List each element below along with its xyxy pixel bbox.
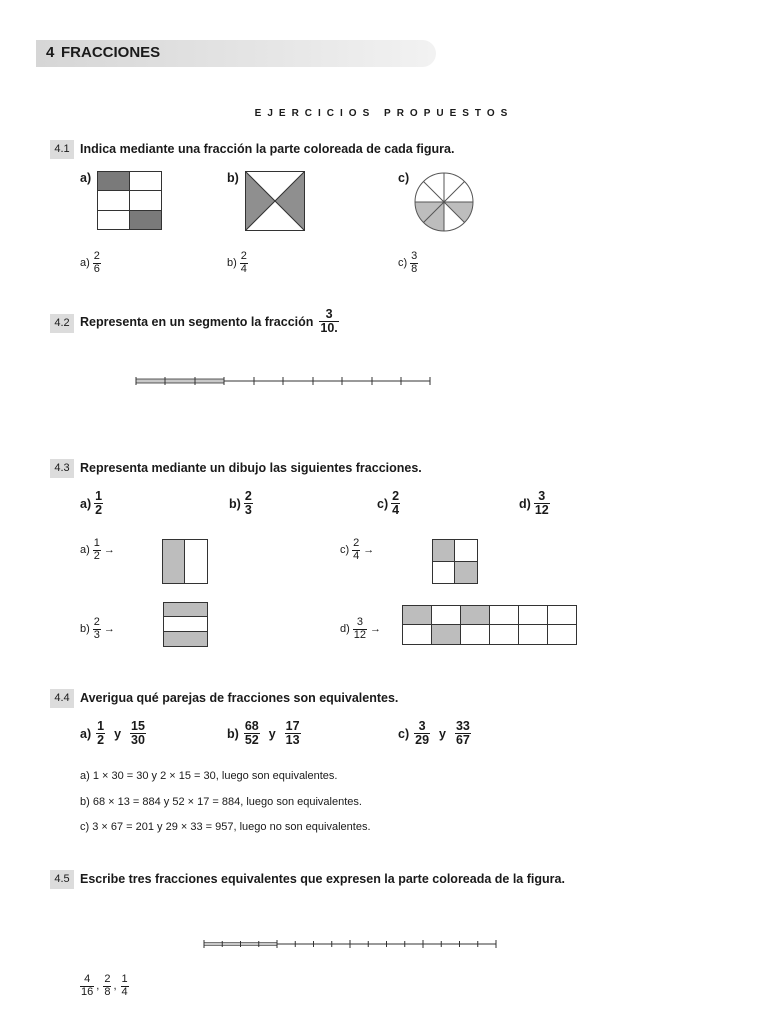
fraction <box>244 490 253 517</box>
numerator: 15 <box>131 719 145 733</box>
answer-4-5 <box>80 974 129 998</box>
exercise-statement-4-4: Averigua qué parejas de fracciones son equivalentes. <box>80 691 399 705</box>
numerator: 1 <box>97 719 105 733</box>
figure-label-a: a) <box>80 171 92 185</box>
arrow-icon: → <box>363 544 375 557</box>
chapter-number: 4 <box>46 44 55 61</box>
numerator: 2 <box>244 489 252 503</box>
fraction <box>80 974 94 998</box>
denominator: 30 <box>131 733 145 748</box>
numerator: 33 <box>455 719 470 733</box>
fraction <box>130 720 146 747</box>
separator: , <box>113 980 117 993</box>
answer-4-3-c <box>340 538 374 562</box>
answer-4-1-a <box>80 251 101 275</box>
numerator: 3 <box>325 307 333 321</box>
drawing-2-3 <box>163 602 209 648</box>
numerator: 4 <box>84 973 91 985</box>
connector: y <box>114 726 122 741</box>
answer-label: b) <box>80 623 90 636</box>
fraction <box>391 490 400 517</box>
item-label: d) <box>519 496 531 511</box>
numerator: 2 <box>104 973 111 985</box>
fraction <box>353 617 367 641</box>
pair-4-4-a <box>80 720 146 747</box>
exercise-statement-4-2 <box>80 308 339 335</box>
exercise-statement-4-3: Representa mediante un dibujo las siguientes fracciones. <box>80 461 422 475</box>
segment-16-parts <box>202 935 500 953</box>
denominator: 12 <box>534 503 549 518</box>
pair-4-4-c <box>398 720 471 747</box>
denominator: 16 <box>81 985 94 998</box>
exercise-number-4-3: 4.3 <box>50 459 74 478</box>
section-heading: EJERCICIOS PROPUESTOS <box>254 108 514 119</box>
denominator: 67 <box>455 733 470 748</box>
answer-label: c) <box>340 544 350 557</box>
fraction <box>93 251 101 275</box>
answer-4-4-a: a) 1 × 30 = 30 y 2 × 15 = 30, luego son equivalentes. <box>80 770 338 782</box>
numerator: 3 <box>356 616 363 628</box>
fraction <box>285 720 301 747</box>
exercise-number-4-2: 4.2 <box>50 314 74 333</box>
answer-4-4-c: c) 3 × 67 = 201 y 29 × 33 = 957, luego no son equivalentes. <box>80 821 371 833</box>
item-label: a) <box>80 496 92 511</box>
denominator: 4 <box>240 262 247 275</box>
denominator: 8 <box>411 262 418 275</box>
item-label: c) <box>377 496 389 511</box>
denominator: 4 <box>121 985 128 998</box>
denominator: 2 <box>93 549 100 562</box>
pair-4-4-b <box>227 720 301 747</box>
exercise-statement-4-5: Escribe tres fracciones equivalentes que expresen la parte coloreada de la figura. <box>80 872 565 886</box>
fraction <box>352 538 360 562</box>
pair-label: c) <box>398 726 410 741</box>
fraction <box>121 974 129 998</box>
numerator: 2 <box>93 616 100 628</box>
denominator: 4 <box>353 549 360 562</box>
fraction <box>94 490 103 517</box>
fraction <box>455 720 471 747</box>
figure-square-b <box>245 171 305 231</box>
denominator: 3 <box>93 628 100 641</box>
numerator: 17 <box>285 719 300 733</box>
answer-4-3-a <box>80 538 115 562</box>
pair-label: a) <box>80 726 92 741</box>
answer-label: a) <box>80 257 90 270</box>
pair-label: b) <box>227 726 239 741</box>
numerator: 2 <box>93 250 100 262</box>
figure-circle-c <box>413 171 475 233</box>
arrow-icon: → <box>103 544 115 557</box>
numerator: 3 <box>418 719 426 733</box>
fraction <box>103 974 111 998</box>
answer-4-1-c <box>398 251 418 275</box>
answer-label: c) <box>398 257 408 270</box>
denominator: 6 <box>93 262 100 275</box>
denominator: 2 <box>95 503 103 518</box>
figure-grid-a <box>97 171 163 231</box>
numerator: 1 <box>121 973 128 985</box>
fraction <box>410 251 418 275</box>
answer-4-1-b <box>227 251 248 275</box>
denominator: 29 <box>415 733 430 748</box>
denominator: 52 <box>244 733 259 748</box>
drawing-2-4 <box>432 539 479 585</box>
fraction <box>244 720 260 747</box>
fraction <box>93 538 101 562</box>
drawing-3-12 <box>402 605 578 646</box>
fraction <box>96 720 105 747</box>
numerator: 3 <box>538 489 546 503</box>
connector: y <box>439 726 446 741</box>
denominator: 12 <box>353 628 367 641</box>
segment-3-10 <box>134 372 434 390</box>
denominator: 2 <box>97 733 105 748</box>
numerator: 1 <box>93 537 100 549</box>
fraction-3-10 <box>319 308 338 335</box>
drawing-1-2 <box>162 539 209 585</box>
figure-label-c: c) <box>398 171 410 185</box>
answer-label: a) <box>80 544 90 557</box>
exercise-number-4-4: 4.4 <box>50 689 74 708</box>
statement-text: Representa en un segmento la fracción <box>80 314 314 329</box>
answer-4-4-b: b) 68 × 13 = 884 y 52 × 17 = 884, luego son equivalentes. <box>80 796 362 808</box>
numerator: 2 <box>353 537 360 549</box>
numerator: 2 <box>240 250 247 262</box>
answer-4-3-b <box>80 617 115 641</box>
exercise-number-4-1: 4.1 <box>50 140 74 159</box>
numerator: 2 <box>392 489 400 503</box>
denominator: 10. <box>320 321 338 336</box>
exercise-statement-4-1: Indica mediante una fracción la parte coloreada de cada figura. <box>80 142 455 156</box>
item-label: b) <box>229 496 241 511</box>
arrow-icon: → <box>370 623 382 636</box>
item-4-3-a <box>80 490 103 517</box>
answer-label: b) <box>227 257 237 270</box>
denominator: 4 <box>392 503 400 518</box>
item-4-3-d <box>519 490 550 517</box>
chapter-title: FRACCIONES <box>61 44 161 61</box>
answer-label: d) <box>340 623 350 636</box>
arrow-icon: → <box>103 623 115 636</box>
connector: y <box>268 726 276 741</box>
denominator: 13 <box>285 733 300 748</box>
fraction <box>534 490 550 517</box>
item-4-3-c <box>377 490 400 517</box>
numerator: 3 <box>411 250 418 262</box>
fraction <box>93 617 101 641</box>
exercise-number-4-5: 4.5 <box>50 870 74 889</box>
separator: , <box>96 980 100 993</box>
fraction <box>240 251 248 275</box>
answer-4-3-d <box>340 617 381 641</box>
numerator: 68 <box>244 719 259 733</box>
item-4-3-b <box>229 490 253 517</box>
denominator: 3 <box>244 503 252 518</box>
fraction <box>414 720 430 747</box>
denominator: 8 <box>104 985 111 998</box>
figure-label-b: b) <box>227 171 239 185</box>
numerator: 1 <box>95 489 103 503</box>
